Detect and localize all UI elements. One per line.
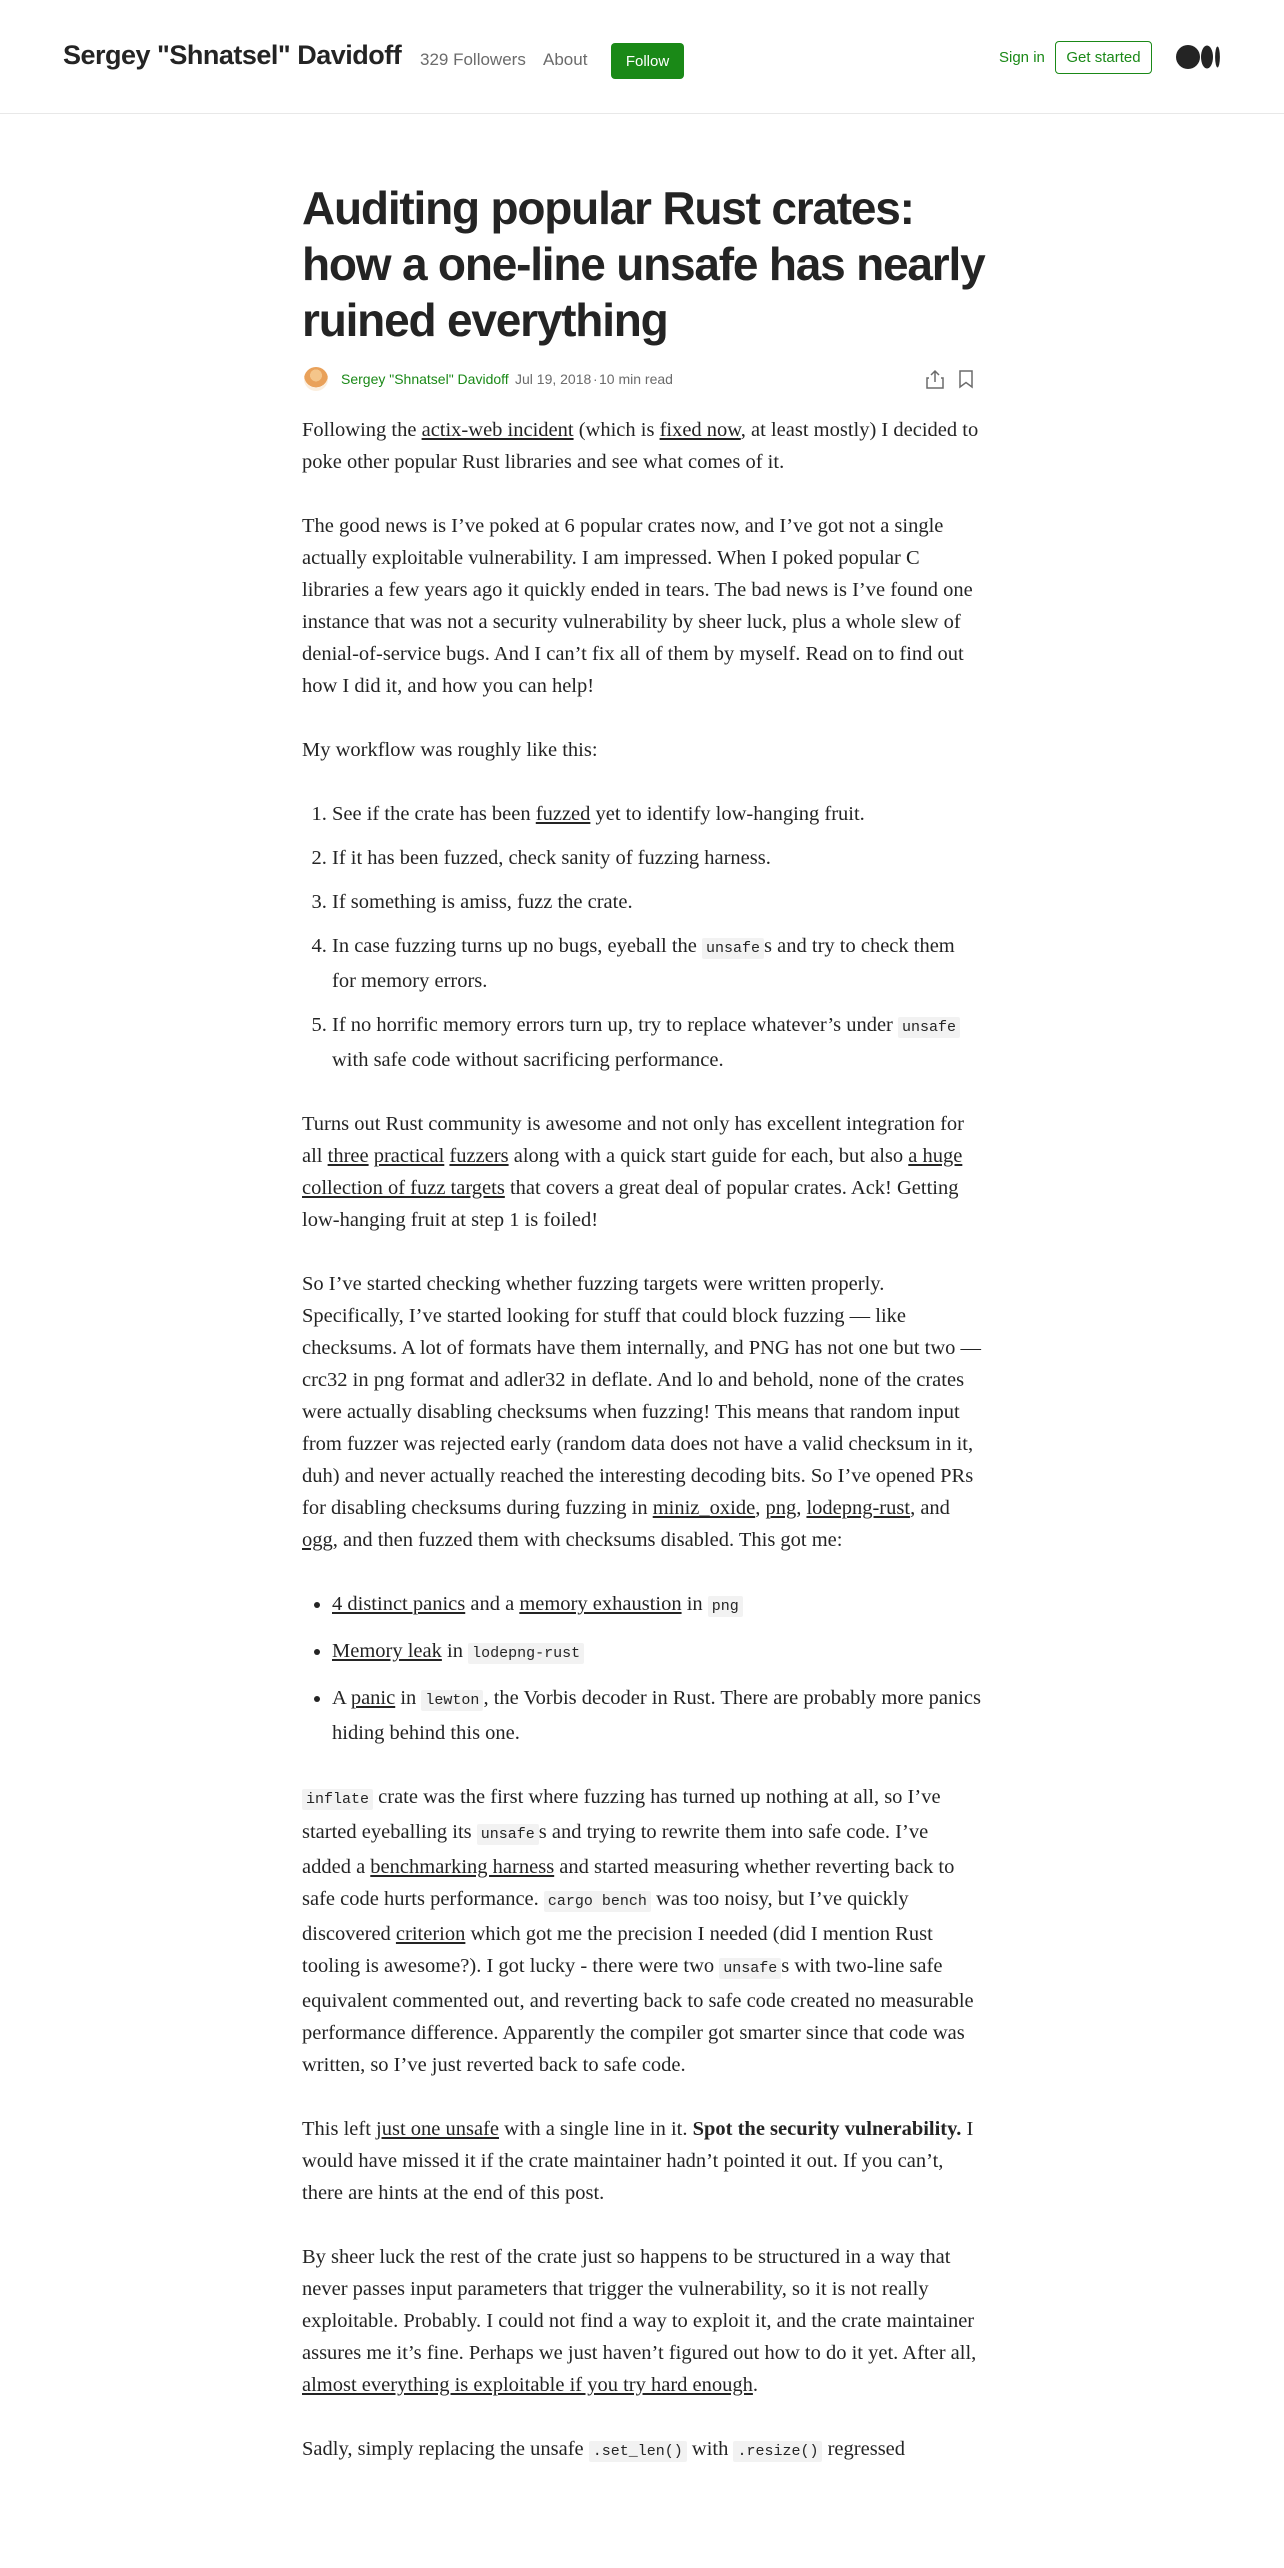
miniz-oxide-link[interactable]: miniz_oxide (652, 1497, 756, 1519)
panic-link[interactable]: panic (350, 1687, 396, 1709)
benchmarking-harness-link[interactable]: benchmarking harness (370, 1856, 555, 1878)
paragraph: Sadly, simply replacing the unsafe .set_len() with .resize() regressed (302, 2438, 906, 2460)
lodepng-rust-link[interactable]: lodepng-rust (806, 1497, 911, 1519)
list-item: 3. If something is amiss, fuzz the crate. (332, 886, 982, 918)
fuzzed-link[interactable]: fuzzed (535, 803, 591, 825)
list-item: 4. In case fuzzing turns up no bugs, eyeball the unsafe s and try to check them for memory errors. (332, 930, 982, 997)
publish-date: Jul 19, 2018 (515, 371, 592, 387)
about-link[interactable]: About (543, 50, 588, 69)
list-item: 5. If no horrific memory errors turn up, try to replace whatever’s under unsafe with safe code without sacrificing performance. (332, 1009, 982, 1076)
memory-exhaustion-link[interactable]: memory exhaustion (519, 1593, 682, 1615)
top-bar (0, 0, 1284, 114)
author-name-link[interactable]: Sergey "Shnatsel" Davidoff (341, 371, 509, 387)
article-title: Auditing popular Rust crates: how a one-line unsafe has nearly ruined everything (302, 182, 985, 346)
just-one-unsafe-link[interactable]: just one unsafe (376, 2118, 499, 2140)
paragraph: My workflow was roughly like this: (302, 739, 598, 761)
list-item: • A panic in lewton , the Vorbis decoder in Rust. There are probably more panics hiding behind this one. (332, 1682, 982, 1749)
meta-separator: · (593, 371, 598, 387)
list-item: • 4 distinct panics and a memory exhaustion in png (332, 1588, 982, 1623)
paragraph: This left just one unsafe with a single line in it. Spot the security vulnerability. I would have missed it if the crate maintainer hadn’t pointed it out. If you can’t, there are hints at the end of this post. (302, 2118, 974, 2204)
workflow-list (302, 798, 982, 1076)
read-time: 10 min read (599, 371, 673, 387)
list-item: 1. See if the crate has been fuzzed yet to identify low-hanging fruit. (332, 798, 982, 830)
png-link[interactable]: png (765, 1497, 797, 1519)
bookmark-icon[interactable] (958, 369, 974, 389)
paragraph: By sheer luck the rest of the crate just so happens to be structured in a way that never passes input parameters that trigger the vulnerability, so it is not really exploitable. Probably. I could not find a way to exploit it, and the crate maintainer assures me it’s fine. Perhaps we just haven’t figured out how to do it yet. After all, almost everything is exploitable if you try hard enough. (302, 2246, 977, 2396)
fixed-now-link[interactable]: fixed now (659, 419, 741, 441)
paragraph: So I’ve started checking whether fuzzing targets were written properly. Specifically, I’ve started looking for stuff that could block fuzzing — like checksums. A lot of formats have them internally, and PNG has not one but two — crc32 in png format and adler32 in deflate. And lo and behold, none of the crates were actually disabling checksums when fuzzing! This means that random input from fuzzer was rejected early (random data does not have a valid checksum in it, duh) and never actually reached the interesting decoding bits. So I’ve opened PRs for disabling checksums during fuzzing in miniz_oxide, png, lodepng-rust, and ogg, and then fuzzed them with checksums disabled. This got me: (302, 1273, 982, 1551)
criterion-link[interactable]: criterion (395, 1923, 466, 1945)
paragraph: The good news is I’ve poked at 6 popular crates now, and I’ve got not a single actually exploitable vulnerability. I am impressed. When I poked popular C libraries a few years ago it quickly ended in tears. The bad news is I’ve found one instance that was not a security vulnerability by sheer luck, plus a whole slew of denial-of-service bugs. And I can’t fix all of them by myself. Read on to find out how I did it, and how you can help! (302, 515, 973, 697)
fuzzers-link[interactable]: fuzzers (449, 1145, 509, 1167)
paragraph: inflate crate was the first where fuzzing has turned up nothing at all, so I’ve started eyeballing its unsafe s and trying to rewrite them into safe code. I’ve added a benchmarking harness and started measuring whether reverting back to safe code hurts performance. cargo bench was too noisy, but I’ve quickly discovered criterion which got me the precision I needed (did I mention Rust tooling is awesome?). I got lucky - there were two unsafe s with two-line safe equivalent commented out, and reverting back to safe code created no measurable performance difference. Apparently the compiler got smarter since that code was written, so I’ve just reverted back to safe code. (302, 1786, 974, 2076)
article-meta (302, 366, 982, 394)
three-link[interactable]: three (327, 1145, 369, 1167)
author-avatar[interactable] (304, 367, 328, 391)
exploitable-link[interactable]: almost everything is exploitable if you try hard enough (302, 2374, 753, 2396)
publication-name[interactable]: Sergey "Shnatsel" Davidoff (63, 40, 402, 70)
article-body (302, 414, 982, 2500)
distinct-panics-link[interactable]: 4 distinct panics (332, 1593, 466, 1615)
followers-link[interactable]: 329 Followers (420, 50, 526, 69)
sign-in-link[interactable]: Sign in (999, 49, 1045, 66)
practical-link[interactable]: practical (373, 1145, 445, 1167)
ogg-link[interactable]: ogg (302, 1529, 333, 1551)
get-started-button[interactable]: Get started (1055, 41, 1152, 74)
paragraph: Turns out Rust community is awesome and not only has excellent integration for all three practical fuzzers along with a quick start guide for each, but also a huge collection of fuzz targets that covers a great deal of popular crates. Ack! Getting low-hanging fruit at step 1 is foiled! (302, 1113, 964, 1231)
fuzz-targets-link[interactable]: a huge collection of fuzz targets (302, 1145, 963, 1199)
list-item: 2. If it has been fuzzed, check sanity of fuzzing harness. (332, 842, 982, 874)
paragraph: Following the actix-web incident (which is fixed now, at least mostly) I decided to poke other popular Rust libraries and see what comes of it. (302, 419, 979, 473)
bugs-list (302, 1588, 982, 1749)
follow-button[interactable]: Follow (611, 43, 684, 79)
list-item: • Memory leak in lodepng-rust (332, 1635, 982, 1670)
medium-logo-icon[interactable] (1176, 44, 1221, 70)
memory-leak-link[interactable]: Memory leak (332, 1640, 442, 1662)
share-icon[interactable] (925, 368, 945, 390)
actix-web-incident-link[interactable]: actix-web incident (421, 419, 574, 441)
